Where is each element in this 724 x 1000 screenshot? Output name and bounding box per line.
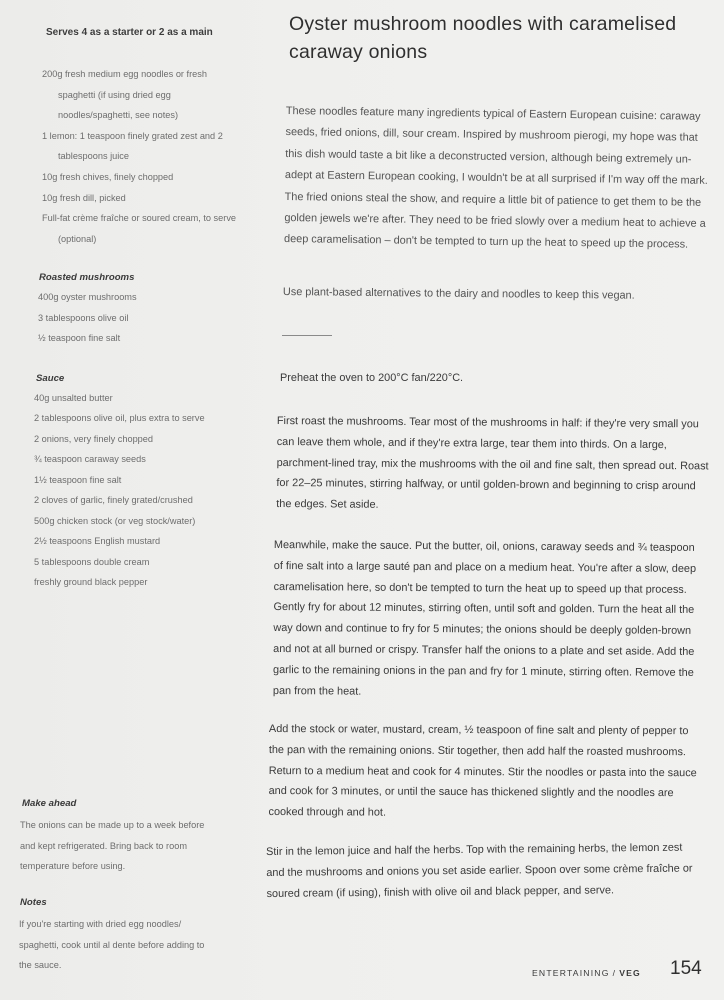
roasted-ingredients-list (38, 287, 253, 349)
ingredient-item: 200g fresh medium egg noodles or fresh spaghetti (if using dried egg noodles/spaghetti, see notes) (42, 69, 207, 121)
intro-paragraph: These noodles feature many ingredients typical of Eastern European cuisine: caraway seeds, fried onions, dill, sour cream. Inspired by mushroom pierogi, my hope was that this dish would taste a bit like a deconstructed version, although being extremely un-adept at Eastern European cooking, I wouldn't be at all surprised if I'm way off the mark. The fried onions steal the show, and require a little bit of patience to get them to be the golden jewels we're after. They need to be fried slowly over a medium heat to achieve a deep caramelisation – don't be tempted to turn up the heat to speed up the process. (283, 104, 708, 252)
vegan-note: Use plant-based alternatives to the dairy and noodles to keep this vegan. (282, 286, 635, 302)
recipe-title: Oyster mushroom noodles with caramelised caraway onions (289, 13, 677, 63)
notes-heading: Notes (20, 897, 47, 908)
ingredient-item: 40g unsalted butter (34, 393, 113, 403)
method-step: Stir in the lemon juice and half the herbs. Top with the remaining herbs, the lemon zest and the mushrooms and onions you set aside earlier. Spoon over some crème fraîche or soured cream (if using), finish with olive oil and black pepper, and serve. (266, 841, 693, 900)
ingredient-item: 10g fresh dill, picked (42, 192, 126, 203)
footer-section: ENTERTAINING (532, 968, 610, 978)
serves-label: Serves 4 as a starter or 2 as a main (46, 27, 213, 38)
method-step: First roast the mushrooms. Tear most of the mushrooms in half: if they're very small you can leave them whole, and if they're extra large, tear them into thirds. On a large, parchment-lined tray, mix the mushrooms with the oil and fine salt, then spread out. Roast for 22–25 minutes, stirring halfway, or until golden-brown and beginning to crisp around the edges. Set aside. (276, 414, 709, 511)
ingredient-item: 2½ teaspoons English mustard (34, 536, 161, 547)
main-ingredients-list (42, 64, 242, 249)
method-step: Preheat the oven to 200°C fan/220°C. (280, 372, 464, 384)
footer-subsection: VEG (619, 968, 641, 978)
ingredient-item: 2 tablespoons olive oil, plus extra to serve (34, 413, 205, 424)
sauce-ingredients-list (34, 388, 249, 593)
ingredient-item: freshly ground black pepper (34, 577, 148, 588)
ingredient-item: 10g fresh chives, finely chopped (42, 171, 174, 182)
footer-separator: / (612, 968, 617, 978)
roasted-mushrooms-heading: Roasted mushrooms (39, 272, 135, 283)
ingredient-item: 500g chicken stock (or veg stock/water) (34, 515, 196, 526)
ingredient-item: 2 cloves of garlic, finely grated/crushed (34, 495, 193, 506)
ingredient-item: ½ teaspoon fine salt (38, 333, 121, 343)
method-step: Add the stock or water, mustard, cream, ½ teaspoon of fine salt and plenty of pepper to the pan with the remaining onions. Stir together, then add half the roasted mushrooms. Return to a medium heat and cook for 4 minutes. Stir the noodles or pasta into the sauce and cook for 3 minutes, or until the sauce has thickened slightly and the noodles are cooked through and hot. (268, 722, 697, 819)
ingredient-item: ¾ teaspoon caraway seeds (34, 454, 146, 465)
ingredient-item: 1½ teaspoon fine salt (34, 474, 122, 485)
sauce-heading: Sauce (36, 373, 65, 384)
make-ahead-heading: Make ahead (22, 798, 77, 809)
ingredient-item: Full-fat crème fraîche or soured cream, to serve (optional) (42, 213, 237, 244)
ingredient-item: 3 tablespoons olive oil (38, 312, 129, 323)
ingredient-item: 5 tablespoons double cream (34, 556, 150, 567)
notes-text: If you're starting with dried egg noodles/ spaghetti, cook until al dente before adding to the sauce. (19, 919, 205, 970)
page-number: 154 (670, 958, 702, 979)
ingredient-item: 1 lemon: 1 teaspoon finely grated zest and 2 tablespoons juice (42, 130, 223, 162)
ingredient-item: 2 onions, very finely chopped (34, 433, 154, 444)
section-divider (282, 335, 332, 336)
page-footer (532, 968, 641, 978)
ingredient-item: 400g oyster mushrooms (38, 292, 137, 302)
method-step: Meanwhile, make the sauce. Put the butter, oil, onions, caraway seeds and ¾ teaspoon of fine salt into a large sauté pan and place on a medium heat. You're after a slow, deep caramelisation here, so don't be tempted to turn the heat up to speed up that process. Gently fry for about 12 minutes, stirring often, until soft and golden. Turn the heat all the way down and continue to fry for 5 minutes; the onions should be deeply golden-brown and not at all burned or crispy. Transfer half the onions to a plate and set aside. Add the garlic to the remaining onions in the pan and fry for 1 minute, stirring often. Remove the pan from the heat. (272, 538, 697, 698)
make-ahead-text: The onions can be made up to a week before and kept refrigerated. Bring back to room temperature before using. (20, 820, 205, 871)
